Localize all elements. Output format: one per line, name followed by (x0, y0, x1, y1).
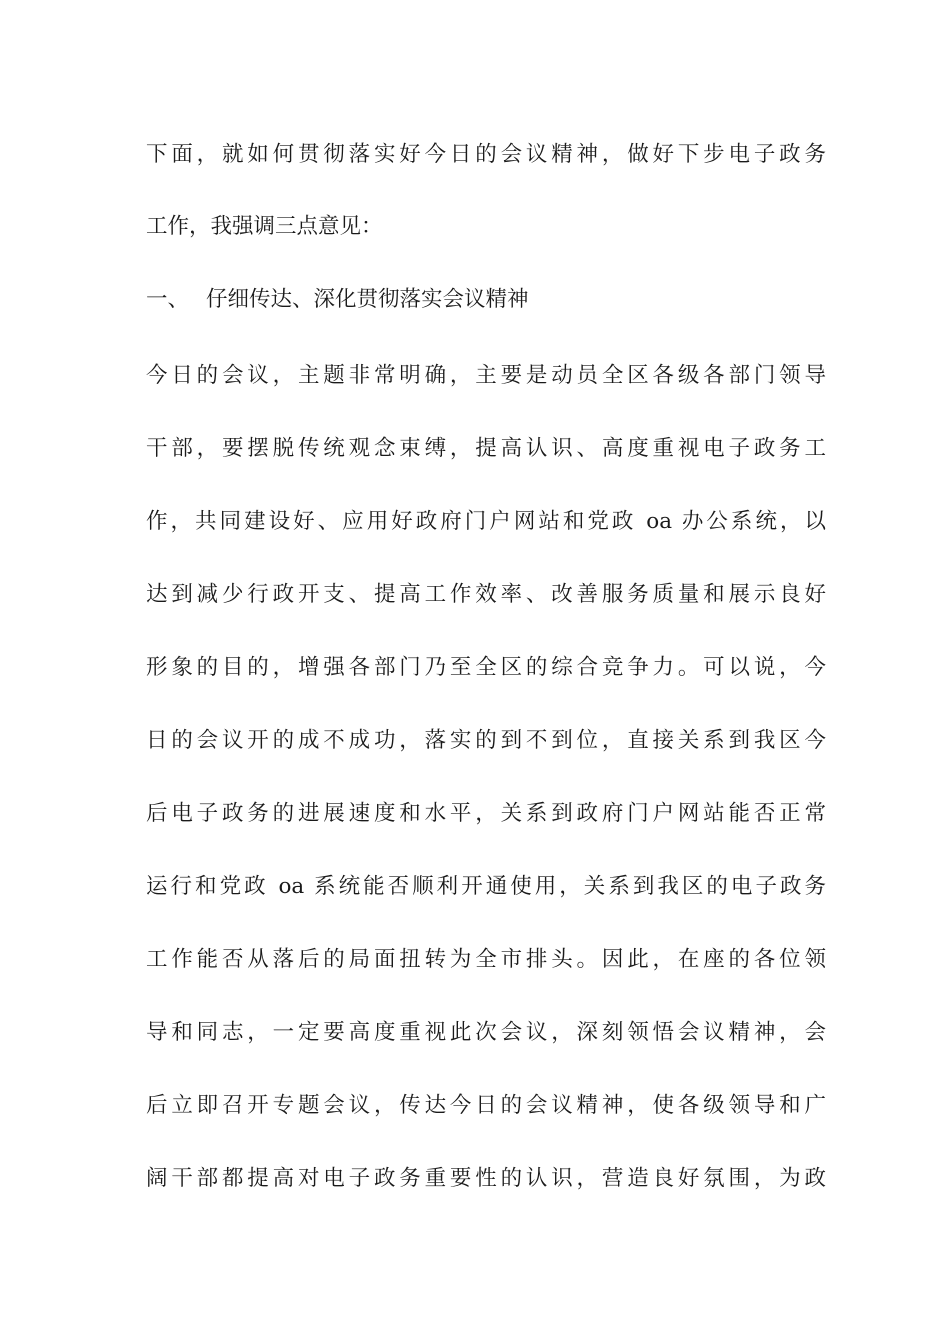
body-line: 干部，要摆脱传统观念束缚，提高认识、高度重视电子政务工 (146, 436, 826, 461)
body-line: 导和同志，一定要高度重视此次会议，深刻领悟会议精神，会 (146, 1020, 826, 1045)
body-line: 工作能否从落后的局面扭转为全市排头。因此，在座的各位领 (146, 947, 826, 972)
intro-line-2: 工作，我强调三点意见： (146, 214, 383, 239)
body-line: 阔干部都提高对电子政务重要性的认识，营造良好氛围，为政 (146, 1166, 826, 1191)
section-heading (146, 280, 529, 320)
section-title: 仔细传达、深化贯彻落实会议精神 (206, 287, 529, 312)
intro-line-1: 下面，就如何贯彻落实好今日的会议精神，做好下步电子政务 (146, 142, 826, 167)
body-line: 形象的目的，增强各部门乃至全区的综合竞争力。可以说，今 (146, 655, 826, 680)
body-line: 运行和党政 oa 系统能否顺利开通使用，关系到我区的电子政务 (146, 874, 826, 899)
body-line: 后电子政务的进展速度和水平，关系到政府门户网站能否正常 (146, 801, 826, 826)
body-line: 今日的会议，主题非常明确，主要是动员全区各级各部门领导 (146, 363, 826, 388)
body-line: 后立即召开专题会议，传达今日的会议精神，使各级领导和广 (146, 1093, 826, 1118)
body-line: 日的会议开的成不成功，落实的到不到位，直接关系到我区今 (146, 728, 826, 753)
section-number: 一、 (146, 287, 190, 312)
body-line: 作，共同建设好、应用好政府门户网站和党政 oa 办公系统，以 (146, 509, 826, 534)
body-line: 达到减少行政开支、提高工作效率、改善服务质量和展示良好 (146, 582, 826, 607)
